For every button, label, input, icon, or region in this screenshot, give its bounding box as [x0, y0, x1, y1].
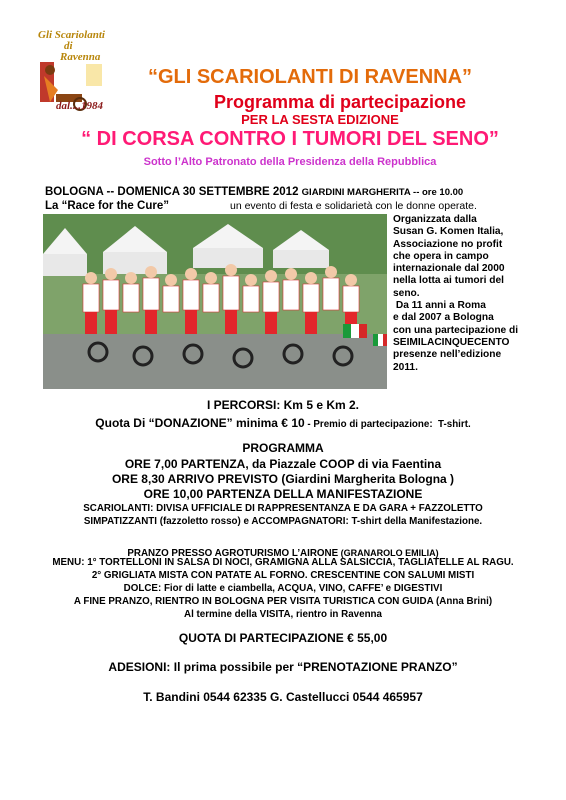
event-place-time: GIARDINI MARGHERITA -- ore 10.00 [301, 187, 464, 198]
event-line [45, 186, 463, 198]
dress-line-2: SIMPATIZZANTI (fazzoletto rosso) e ACCOMPAGNATORI: T-shirt della Manifestazione. [83, 516, 483, 527]
donation-note: - Premio di partecipazione: T-shirt. [304, 419, 471, 430]
donation-line [0, 414, 566, 432]
participation-fee: QUOTA DI PARTECIPAZIONE € 55,00 [178, 631, 388, 645]
organizer-text: Organizzata dalla Susan G. Komen Italia, Associazione no profit che opera in campo internazionale dal 2000 nella lotta ai tumori del seno. Da 11 anni a Roma e dal 2007 a Bologna con una partecipazione di SEIMILACINQUECENTO presenze nell’edizione 2011. [393, 214, 519, 373]
logo [36, 30, 108, 122]
logo-title: Gli Scariolanti di Ravenna [38, 29, 105, 63]
adhesion-note: ADESIONI: Il prima possibile per “PRENOTAZIONE PRANZO” [108, 660, 458, 674]
header-title: “GLI SCARIOLANTI DI RAVENNA” [147, 66, 473, 88]
race-description: un evento di festa e solidarietà con le donne operate. [230, 200, 477, 212]
menu-line-3: DOLCE: Fior di latte e ciambella, ACQUA, VINO, CAFFE’ e DIGESTIVI [123, 583, 443, 594]
program-line-3: ORE 10,00 PARTENZA DELLA MANIFESTAZIONE [143, 487, 423, 501]
routes-text: I PERCORSI: Km 5 e Km 2. [206, 398, 360, 412]
header-event: “ DI CORSA CONTRO I TUMORI DEL SENO” [81, 128, 499, 150]
program-line-2: ORE 8,30 ARRIVO PREVISTO (Giardini Margherita Bologna ) [111, 472, 455, 486]
lunch-venue-note: (GRANAROLO EMILIA) [338, 548, 439, 558]
dress-line-1: SCARIOLANTI: DIVISA UFFICIALE DI RAPPRESENTANZA E DA GARA + FAZZOLETTO [83, 503, 483, 514]
menu-line-2: 2° GRIGLIATA MISTA CON PATATE AL FORNO. CRESCENTINE CON SALUMI MISTI [91, 570, 475, 581]
header-program: Programma di partecipazione [213, 92, 467, 112]
race-line [45, 200, 545, 212]
logo-date: dal....1984 [56, 100, 104, 112]
menu-line-5: Al termine della VISITA, rientro in Ravenna [184, 609, 382, 620]
race-name: La “Race for the Cure” [45, 200, 169, 212]
group-photo [43, 214, 387, 389]
header-edition: PER LA SESTA EDIZIONE [241, 112, 399, 127]
donation-main: Quota Di “DONAZIONE” minima € 10 [95, 416, 305, 430]
menu-line-4: A FINE PRANZO, RIENTRO IN BOLOGNA PER VISITA TURISTICA CON GUIDA (Anna Brini) [73, 596, 493, 607]
header-patronage: Sotto l’Alto Patronato della Presidenza della Repubblica [143, 156, 437, 168]
contacts: T. Bandini 0544 62335 G. Castellucci 0544 465957 [143, 690, 423, 704]
program-line-1: ORE 7,00 PARTENZA, da Piazzale COOP di via Faentina [124, 457, 442, 471]
menu-line-1: MENU: 1° TORTELLONI IN SALSA DI NOCI, GRAMIGNA ALLA SALSICCIA, TAGLIATELLE AL RAGU. [52, 557, 514, 568]
lunch-venue: PRANZO PRESSO AGROTURISMO L’AIRONE [127, 548, 339, 559]
event-city-date: BOLOGNA -- DOMENICA 30 SETTEMBRE 2012 [45, 186, 299, 198]
program-title: PROGRAMMA [242, 441, 324, 455]
